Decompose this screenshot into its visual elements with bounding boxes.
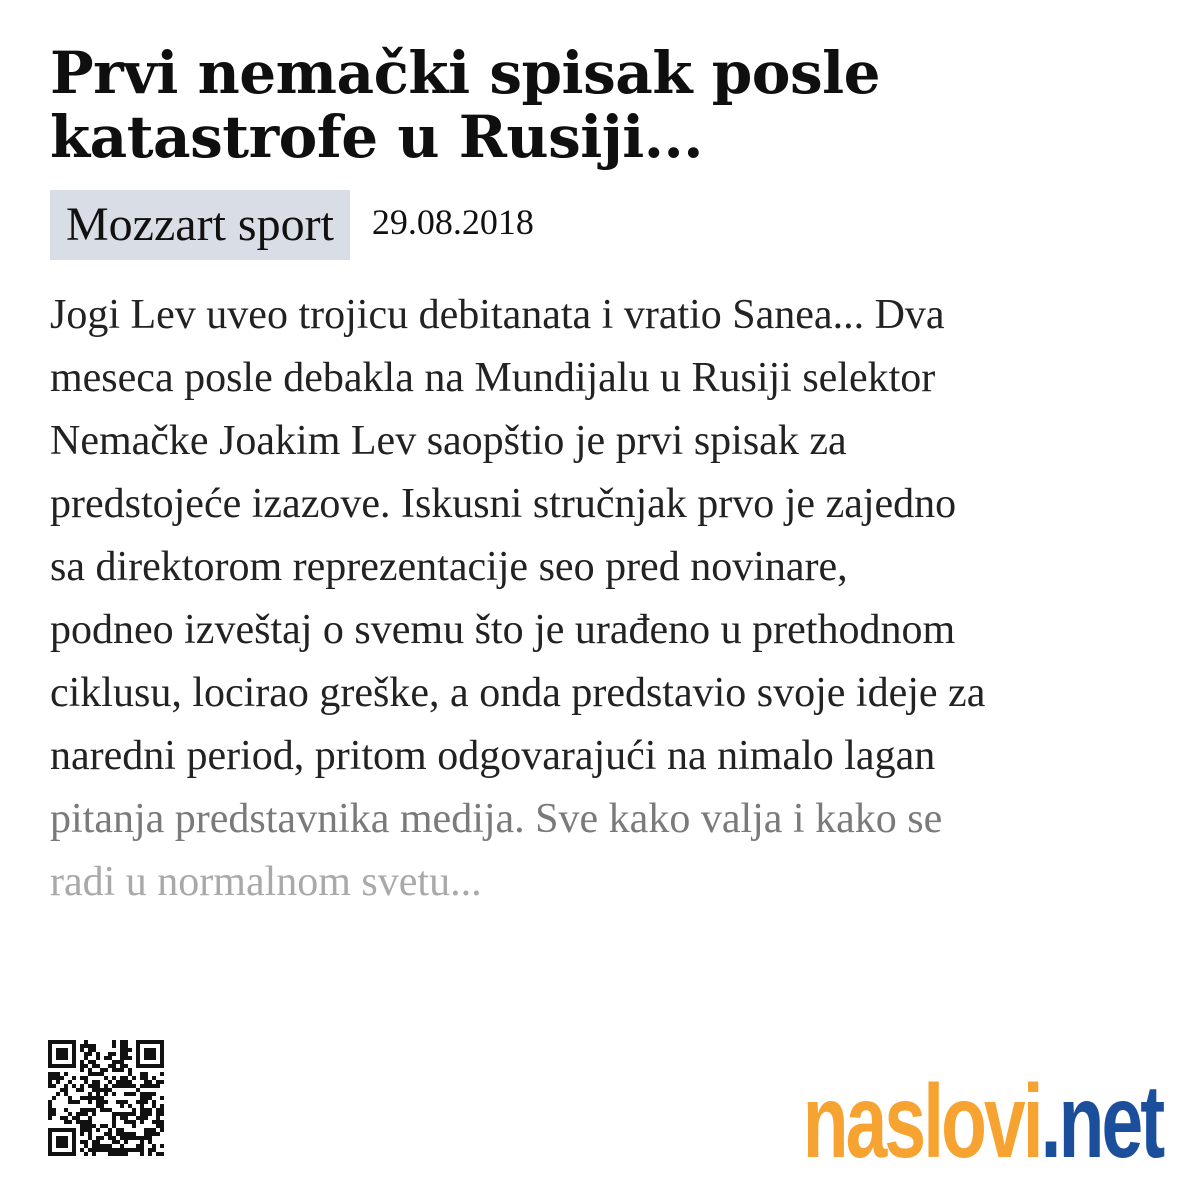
excerpt-line: ciklusu, locirao greške, a onda predstavio svoje ideje za <box>50 669 986 716</box>
article-card <box>50 39 1150 914</box>
excerpt-line: meseca posle debakla na Mundijalu u Rusiji selektor <box>50 354 936 401</box>
article-title[interactable] <box>50 39 1150 171</box>
excerpt-line: naredni period, pritom odgovarajući na nimalo lagan <box>50 732 936 779</box>
excerpt-line: Nemačke Joakim Lev saopštio je prvi spisak za <box>50 417 847 464</box>
title-line-1: Prvi nemački spisak posle <box>50 39 881 107</box>
logo-part-naslovi: naslovi <box>802 1064 1041 1180</box>
excerpt-line: predstojeće izazove. Iskusni stručnjak prvo je zajedno <box>50 480 957 527</box>
qr-code-icon[interactable] <box>48 1040 164 1156</box>
naslovi-logo[interactable] <box>802 1064 1162 1180</box>
article-excerpt <box>50 284 1150 914</box>
source-badge[interactable]: Mozzart sport <box>50 190 350 260</box>
excerpt-line-faded: pitanja predstavnika medija. Sve kako valja i kako se <box>50 795 943 842</box>
title-line-2: katastrofe u Rusiji... <box>50 102 703 171</box>
excerpt-line: Jogi Lev uveo trojicu debitanata i vratio Sanea... Dva <box>50 291 945 338</box>
logo-part-net: .net <box>1040 1064 1162 1180</box>
excerpt-line-faded: radi u normalnom svetu... <box>50 858 482 905</box>
article-meta <box>50 190 1150 260</box>
publish-date: 29.08.2018 <box>371 201 534 242</box>
excerpt-line: sa direktorom reprezentacije seo pred novinare, <box>50 543 848 590</box>
excerpt-line: podneo izveštaj o svemu što je urađeno u prethodnom <box>50 606 956 653</box>
